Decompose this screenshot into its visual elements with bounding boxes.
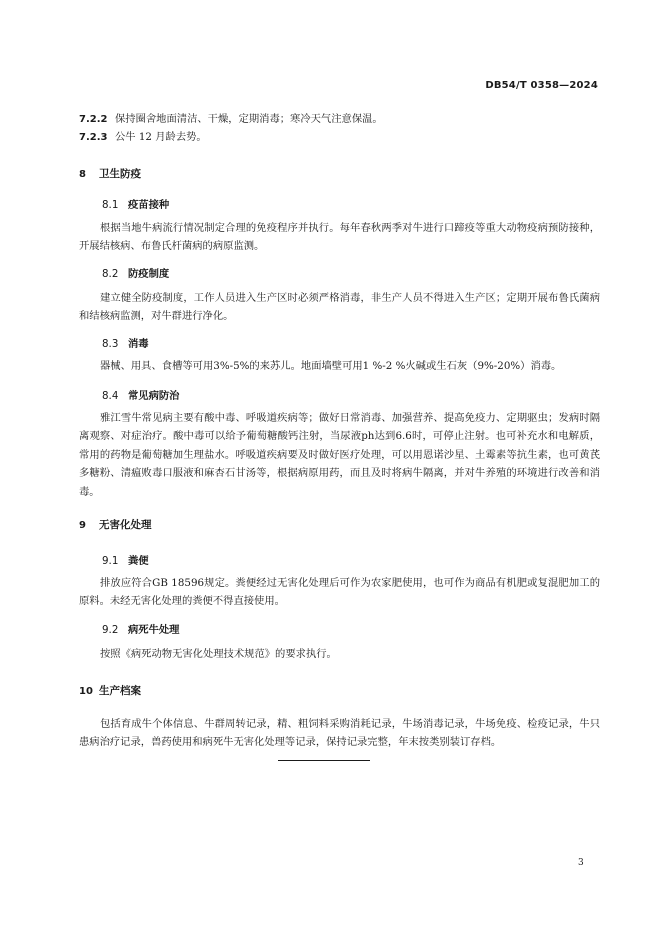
subsection-number: 8.4 [102, 390, 119, 402]
section-title: 无害化处理 [99, 519, 152, 531]
section-title: 卫生防疫 [99, 168, 141, 180]
subsection-heading-8-2 [102, 265, 169, 280]
clause-7-2-2 [79, 110, 383, 125]
section-title: 生产档案 [99, 685, 141, 697]
subsection-number: 8.3 [102, 338, 119, 350]
paragraph-9-2: 按照《病死动物无害化处理技术规范》的要求执行。 [100, 648, 337, 660]
paragraph-9-1: 排放应符合GB 18596规定。粪便经过无害化处理后可作为农家肥使用，也可作为商品有机肥或复混肥加工的原料。未经无害化处理的粪便不得直接使用。 [79, 577, 600, 608]
subsection-title: 防疫制度 [128, 268, 170, 280]
paragraph-10: 包括育成牛个体信息、牛群周转记录，精、粗饲料采购消耗记录，牛场消毒记录，牛场免疫、检疫记录，牛只患病治疗记录，兽药使用和病死牛无害化处理等记录，保持记录完整，年末按类别装订存档。 [79, 718, 600, 749]
clause-text: 公牛 12 月龄去势。 [115, 131, 207, 143]
section-heading-9 [79, 517, 152, 532]
subsection-heading-8-3 [102, 335, 149, 350]
subsection-title: 消毒 [128, 338, 149, 350]
section-number: 10 [79, 686, 93, 697]
paragraph-8-4: 雅江雪牛常见病主要有酸中毒、呼吸道疾病等；做好日常消毒、加强营养、提高免疫力、定期驱虫；发病时隔离观察、对症治疗。酸中毒可以给予葡萄糖酸钙注射，当尿液ph达到6.6时，可停止注射。也可补充水和电解质，常用的药物是葡萄糖加生理盐水。呼吸道疾病要及时做好医疗处理，可以用恩诺沙星、土霉素等抗生素，也可黄芪多糖粉、清瘟败毒口服液和麻杏石甘汤等，根据病原用药，而且及时将病牛隔离，并对牛养殖的环境进行改善和消毒。 [79, 412, 600, 498]
paragraph-8-1: 根据当地牛病流行情况制定合理的免疫程序并执行。每年春秋两季对牛进行口蹄疫等重大动物疫病预防接种，开展结核病、布鲁氏杆菌病的病原监测。 [79, 222, 600, 253]
subsection-heading-9-2 [102, 621, 179, 636]
clause-7-2-3 [79, 128, 207, 143]
subsection-heading-8-4 [102, 387, 179, 402]
clause-number: 7.2.2 [79, 114, 108, 125]
paragraph-8-2: 建立健全防疫制度，工作人员进入生产区时必须严格消毒，非生产人员不得进入生产区；定期开展布鲁氏菌病和结核病监测，对牛群进行净化。 [79, 292, 600, 323]
subsection-title: 粪便 [128, 555, 149, 567]
paragraph-8-3: 器械、用具、食槽等可用3%-5%的来苏儿。地面墙壁可用1 %-2 %火碱或生石灰（9%-20%）消毒。 [100, 360, 562, 372]
subsection-heading-8-1 [102, 196, 169, 211]
subsection-title: 常见病防治 [128, 390, 180, 402]
subsection-heading-9-1 [102, 552, 149, 567]
clause-text: 保持圈舍地面清洁、干燥，定期消毒；寒冷天气注意保温。 [115, 113, 383, 125]
subsection-number: 8.1 [102, 199, 119, 211]
subsection-number: 9.1 [102, 555, 119, 567]
clause-number: 7.2.3 [79, 132, 108, 143]
section-number: 8 [79, 169, 86, 180]
subsection-title: 疫苗接种 [128, 199, 170, 211]
end-rule [278, 760, 370, 761]
page-number: 3 [578, 858, 584, 868]
section-heading-10 [79, 683, 141, 698]
subsection-title: 病死牛处理 [128, 624, 180, 636]
section-number: 9 [79, 520, 86, 531]
subsection-number: 9.2 [102, 624, 119, 636]
subsection-number: 8.2 [102, 268, 119, 280]
section-heading-8 [79, 166, 141, 181]
standard-code: DB54/T 0358—2024 [485, 80, 598, 91]
